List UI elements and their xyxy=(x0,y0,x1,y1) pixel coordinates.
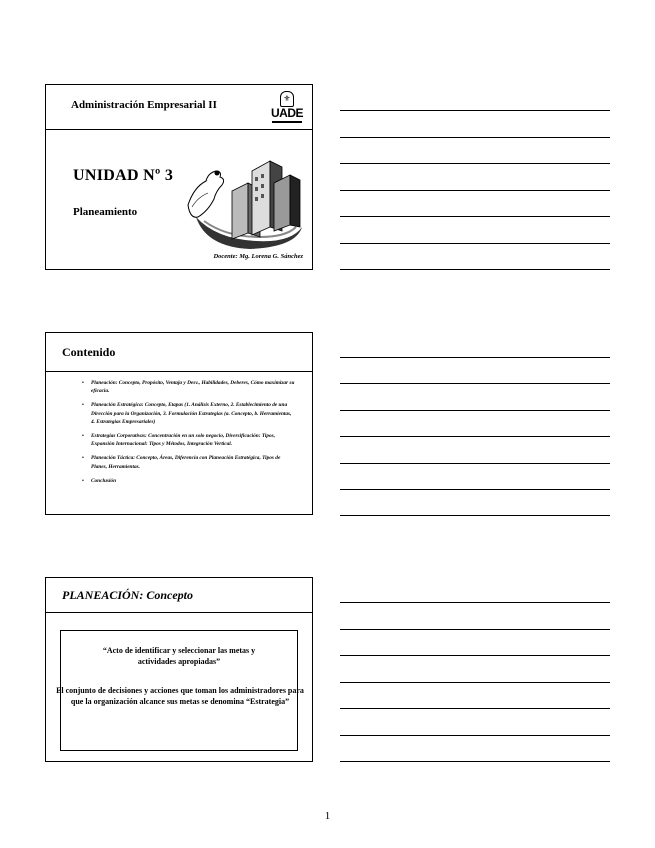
list-item-text: Planeación Táctica: Concepto, Áreas, Diferencia con Planeación Estratégica, Tipos de Planes, Herramientas. xyxy=(91,455,281,470)
note-line xyxy=(340,708,610,709)
note-line xyxy=(340,269,610,270)
note-line xyxy=(340,110,610,111)
note-line xyxy=(340,216,610,217)
note-line xyxy=(340,629,610,630)
note-line xyxy=(340,682,610,683)
unit-subtitle: Planeamiento xyxy=(73,206,138,218)
definition-box xyxy=(56,630,304,751)
list-item xyxy=(46,477,312,485)
slide-3 xyxy=(45,577,313,762)
definition-quote: “Acto de identificar y seleccionar las metas y actividades apropiadas” xyxy=(102,646,256,666)
list-item-text: Estrategias Corporativas: Concentración en un solo negocio, Diversificación: Tipos, Expansión Internacional: Tipos y Métodos, Integración Vertical. xyxy=(91,433,276,448)
note-line xyxy=(340,655,610,656)
strategy-definition: El conjunto de decisiones y acciones que toman los administradores para que la organización alcance sus metas se denomina “Estrategia” xyxy=(56,686,304,706)
bullet-icon: • xyxy=(82,402,84,409)
list-item-text: Conclusión xyxy=(91,477,117,484)
note-line xyxy=(340,436,610,437)
note-line xyxy=(340,243,610,244)
note-line xyxy=(340,602,610,603)
title-divider xyxy=(46,371,312,372)
list-item xyxy=(46,379,312,395)
note-line xyxy=(340,383,610,384)
crest-icon: ⚜ xyxy=(280,91,294,107)
course-title: Administración Empresarial II xyxy=(71,99,217,111)
list-item xyxy=(46,432,312,448)
note-line xyxy=(340,735,610,736)
note-line xyxy=(340,137,610,138)
list-item xyxy=(46,401,312,426)
bullet-icon: • xyxy=(82,380,84,386)
note-line xyxy=(340,761,610,762)
logo-underline xyxy=(272,121,302,123)
bullet-icon: • xyxy=(82,433,84,440)
slide-1 xyxy=(45,84,313,270)
title-divider xyxy=(46,612,312,613)
bullet-icon: • xyxy=(82,455,84,462)
buildings-hand-clipart xyxy=(186,147,308,251)
note-line xyxy=(340,489,610,490)
list-item-text: Planeación Estratégica: Concepto, Etapas (1. Análisis Externo, 2. Establecimiento de una Dirección para la Organización, 3. Formulación Estrategias (a. Concepto, b. Herramientas, 4. Estrategias Empresariales) xyxy=(91,402,292,425)
note-line xyxy=(340,163,610,164)
slide-2 xyxy=(45,332,313,515)
note-line xyxy=(340,357,610,358)
bullet-icon: • xyxy=(82,477,84,484)
slide-title: PLANEACIÓN: Concepto xyxy=(62,588,194,602)
slide-title: Contenido xyxy=(62,345,116,359)
contents-list xyxy=(46,379,312,491)
note-line xyxy=(340,515,610,516)
page-number: 1 xyxy=(324,810,331,822)
unit-title: UNIDAD Nº 3 xyxy=(73,167,174,184)
list-item-text: Planeación: Concepto, Propósito, Ventaja y Desv., Habilidades, Deberes, Cómo maximizar su eficacia. xyxy=(91,380,295,395)
slide-header xyxy=(46,85,312,130)
note-line xyxy=(340,463,610,464)
uade-logo xyxy=(270,91,304,123)
logo-text: UADE xyxy=(270,106,303,120)
note-line xyxy=(340,410,610,411)
teacher-name: Docente: Mg. Lorena G. Sánchez xyxy=(213,253,303,260)
list-item xyxy=(46,454,312,470)
note-line xyxy=(340,190,610,191)
